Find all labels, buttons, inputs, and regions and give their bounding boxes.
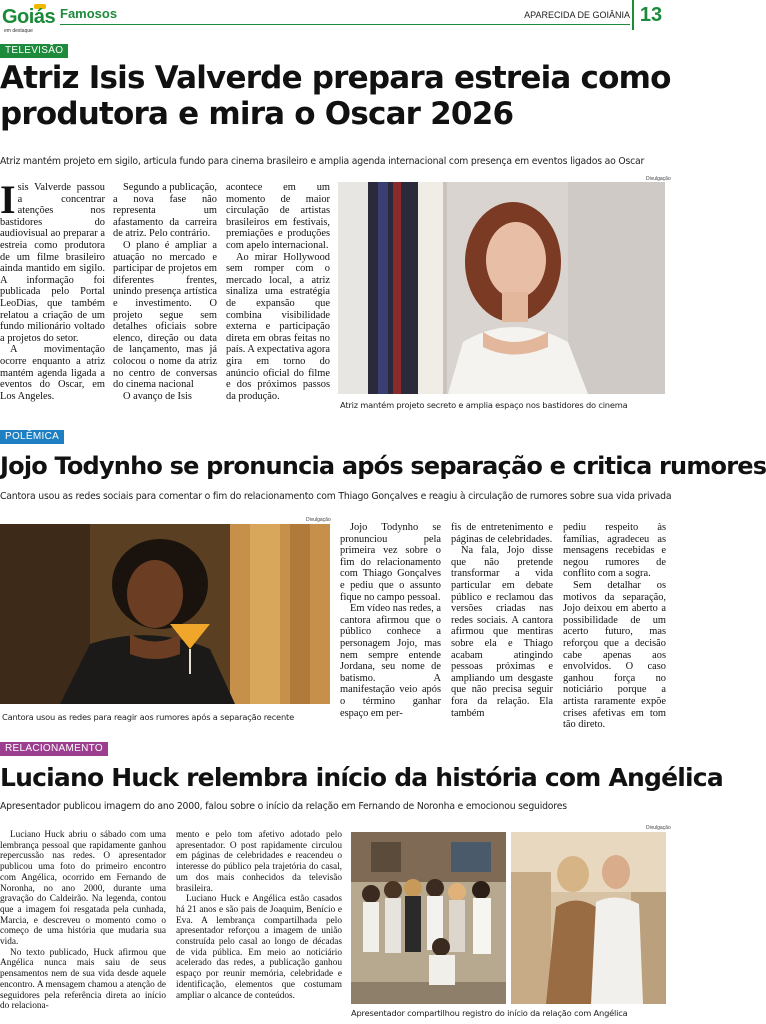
- article3-col2-p2: Luciano Huck e Angélica estão casados há 21 anos e são pais de Joaquim, Benício e Eva. A lembrança compartilhada pelo apresentador reforçou a imagem de união construída pelo casal ao longo de décadas de vida pública. Em meio ao noticiário acelerado das redes, a publicação ganhou espaço por reunir memória, celebridade e identificação, elementos que costumam ampliar o alcance de conteúdos.: [176, 894, 342, 1001]
- article3-col1-p1: Luciano Huck abriu o sábado com uma lembrança pessoal que rapidamente ganhou repercussão nas redes. O apresentador publicou uma foto do primeiro encontro com Angélica, ocorrido em Fernando de Noronha, no ano 2000, durante uma gravação do Caldeirão. Na legenda, contou que a imagem foi resgatada pela cunhada, Marcia, e descreveu o momento como o começo de uma história que mudaria sua vida.: [0, 830, 166, 948]
- section-name: Famosos: [60, 6, 118, 21]
- group-photo-image: [351, 832, 506, 1004]
- article2-photo-credit: Divulgação: [306, 517, 331, 523]
- dropcap: I: [0, 177, 16, 222]
- article2-col2-p1: fis de entretenimento e páginas de celebridades.: [451, 522, 553, 545]
- logo-subtitle: em destaque: [4, 28, 33, 34]
- article2-col3-p2: Sem detalhar os motivos da separação, Jojo deixou em aberto a possibilidade de um acerto futuro, mas reforçou que a decisão cabe apenas aos envolvidos. O caso ganhou força no noticiário porque a artista raramente expõe crises afetivas em tom tão direto.: [563, 579, 666, 731]
- article1-photo: [338, 182, 665, 394]
- isis-portrait-image: [338, 182, 665, 394]
- article2-caption: Cantora usou as redes para reagir aos rumores após a separação recente: [2, 712, 294, 722]
- header-rule: [60, 24, 630, 25]
- article3-photo-credit: Divulgação: [646, 825, 671, 831]
- page-number: 13: [632, 0, 668, 30]
- article2-headline: Jojo Todynho se pronuncia após separação e critica rumores: [0, 452, 766, 480]
- article1-col3-p2: Ao mirar Hollywood sem romper com o mercado local, a atriz sinaliza uma estratégia de expansão que combina visibilidade externa e participação direta em obras feitas no país. A expectativa agora gira em torno do anúncio oficial do filme e dos próximos passos da produção.: [226, 251, 330, 402]
- article3-col2: [176, 830, 342, 1001]
- article2-col1-p1: Jojo Todynho se pronunciou pela primeira vez sobre o fim do relacionamento com Thiago Gonçalves e pediu que o assunto fique no campo pessoal.: [340, 522, 441, 603]
- logo-text: Goiás: [2, 6, 56, 28]
- article3-photo-couple: [511, 832, 666, 1004]
- article3-col1: [0, 830, 166, 1012]
- city-label: APARECIDA DE GOIÂNIA: [524, 10, 630, 20]
- article2-col1-p2: Em vídeo nas redes, a cantora afirmou que o público conhece a personagem Jojo, mas nem sempre entende Jordana, seu nome de batismo. A manifestação veio após o término ganhar espaço em per-: [340, 603, 441, 719]
- article1-headline: [0, 60, 671, 132]
- article1-col2-p1: Segundo a publicação, a nova fase não representa um afastamento da carreira de atriz. Pelo contrário.: [113, 182, 217, 240]
- article3-caption: Apresentador compartilhou registro do início da relação com Angélica: [351, 1008, 628, 1018]
- article2-col2-p2: Na fala, Jojo disse que não pretende transformar a vida particular em debate público e reclamou das versões criadas nas redes sociais. A cantora afirmou que mentiras sobre ela e Thiago acabam atingindo pessoas próximas e ampliando um desgaste que não precisa seguir fora da relação. Ela também: [451, 545, 553, 719]
- article1-col1-text: sis Valverde passou a concentrar atenções nos bastidores do audiovisual ao preparar a estreia como produtora de um filme brasileiro ainda mantido em sigilo. A informação foi publicada pelo Portal LeoDias, que também relatou a criação de um fundo milionário voltado a projetos do setor.: [0, 182, 105, 344]
- article3-photo-group: [351, 832, 506, 1004]
- article1-subhead: Atriz mantém projeto em sigilo, articula fundo para cinema brasileiro e amplia agenda internacional com presença em eventos ligados ao Oscar: [0, 156, 645, 167]
- tag-polemica: POLÊMICA: [0, 430, 64, 444]
- article2-subhead: Cantora usou as redes sociais para comentar o fim do relacionamento com Thiago Gonçalves e reagiu à circulação de rumores sobre sua vida privada: [0, 491, 672, 502]
- article1-photo-credit: Divulgação: [646, 176, 671, 182]
- article2-photo: [0, 524, 330, 704]
- article3-col1-p2: No texto publicado, Huck afirmou que Angélica nunca mais saiu de seus pensamentos nem de sua vida desde aquele encontro. A mensagem chamou a atenção de seguidores pela referência direta ao início do relaciona-: [0, 947, 166, 1012]
- article1-col3-p1: acontece em um momento de maior circulação de artistas brasileiros em festivais, premiações e produções com apelo internacional.: [226, 182, 330, 251]
- article2-col2: [451, 522, 553, 719]
- article1-caption: Atriz mantém projeto secreto e amplia espaço nos bastidores do cinema: [340, 400, 628, 410]
- jojo-portrait-image: [0, 524, 330, 704]
- article1-col1: [0, 177, 105, 402]
- article1-col3: [226, 182, 330, 402]
- masthead: [0, 0, 668, 40]
- article2-col1: [340, 522, 441, 719]
- article3-subhead: Apresentador publicou imagem do ano 2000, falou sobre o início da relação em Fernando de Noronha e emocionou seguidores: [0, 801, 567, 812]
- article2-col3-p1: pediu respeito às famílias, agradeceu as mensagens recebidas e negou rumores de conflito com a sogra.: [563, 522, 666, 580]
- newspaper-logo: [2, 4, 56, 34]
- article1-col2: [113, 182, 217, 402]
- article1-col1-p2: A movimentação ocorre enquanto a atriz mantém agenda ligada a eventos do Oscar, em Los Angeles.: [0, 344, 105, 402]
- article1-col2-p3: O avanço de Isis: [123, 390, 192, 402]
- tag-relacionamento: RELACIONAMENTO: [0, 742, 108, 756]
- couple-photo-image: [511, 832, 666, 1004]
- article1-col2-p2: O plano é ampliar a atuação no mercado e participar de projetos em diferentes frentes, unindo presença artística e investimento. O projeto segue sem detalhes oficiais sobre elenco, direção ou data de lançamento, mas já colocou o nome da atriz no centro de conversas do cinema nacional: [113, 239, 217, 391]
- article1-headline-line2: produtora e mira o Oscar 2026: [0, 96, 514, 132]
- article2-col3: [563, 522, 666, 731]
- article3-headline: Luciano Huck relembra início da história com Angélica: [0, 763, 723, 792]
- article3-col2-p1: mento e pelo tom afetivo adotado pelo apresentador. O post rapidamente circulou em páginas de celebridades e reacendeu o interesse do público pela trajetória do casal, um dos mais conhecidos da televisão brasileira.: [176, 830, 342, 894]
- tag-televisao: TELEVISÃO: [0, 44, 68, 58]
- article1-headline-line1: Atriz Isis Valverde prepara estreia como: [0, 60, 671, 96]
